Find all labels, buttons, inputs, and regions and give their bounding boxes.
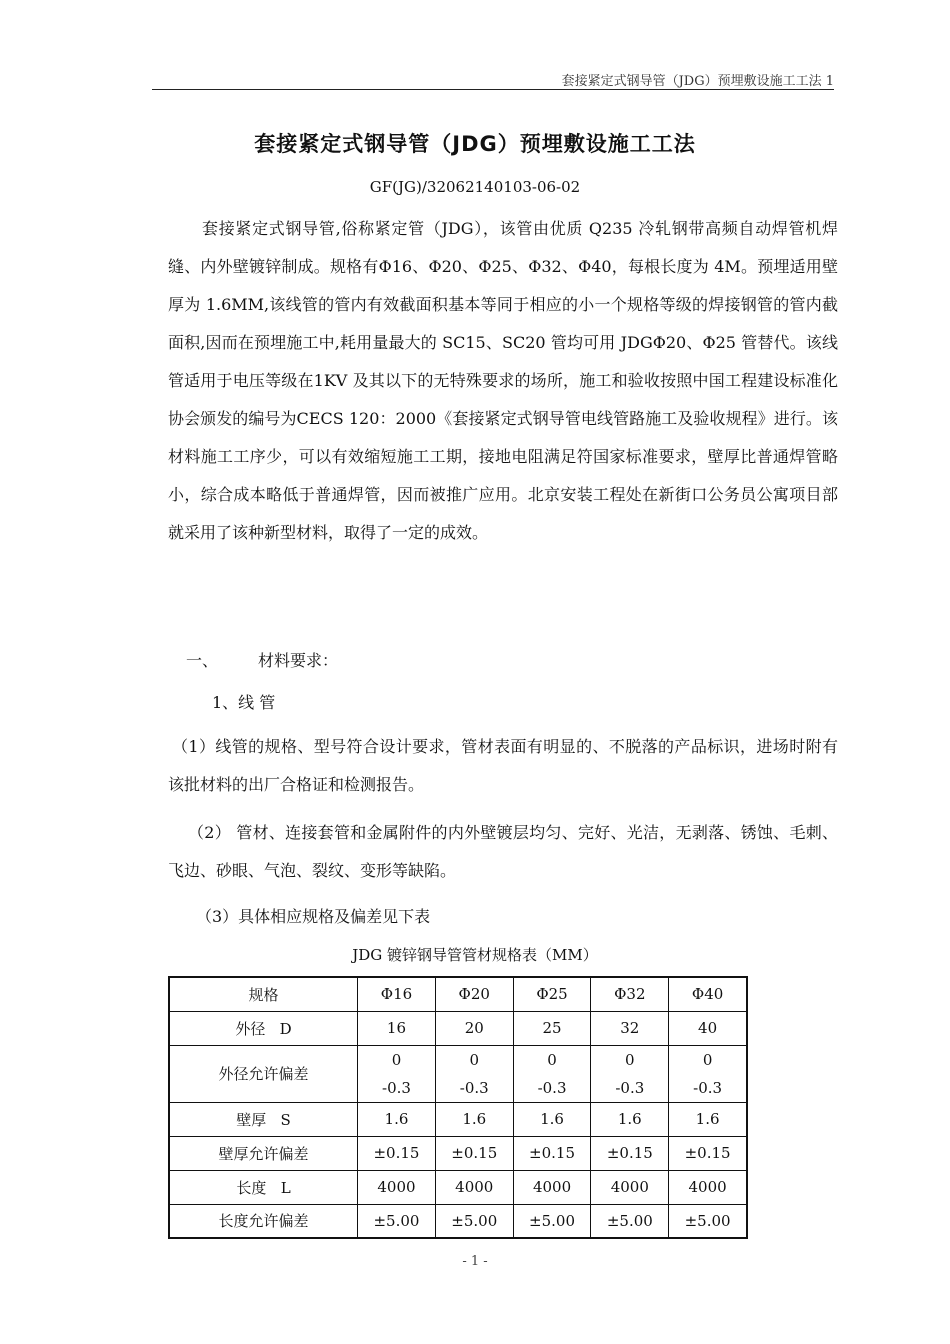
table-cell: 25	[513, 1011, 591, 1045]
subsection-title: 1、线 管	[212, 693, 276, 712]
requirement-item-3: （3）具体相应规格及偏差见下表	[196, 907, 431, 926]
standard-code: GF(JG)/32062140103-06-02	[369, 178, 581, 196]
table-header-row	[169, 977, 747, 1011]
table-row	[169, 1045, 747, 1102]
running-header-title: 套接紧定式钢导管（JDG）预埋敷设施工工法 1	[561, 74, 834, 89]
table-cell	[669, 1045, 747, 1102]
table-cell: 4000	[669, 1170, 747, 1204]
table-cell: ±5.00	[591, 1204, 669, 1238]
table-cell: 40	[669, 1011, 747, 1045]
cell-upper: 0	[702, 1050, 713, 1069]
intro-paragraph: 套接紧定式钢导管,俗称紧定管（JDG），该管由优质 Q235 冷轧钢带高频自动焊管机焊缝、内外壁镀锌制成。规格有Φ16、Φ20、Φ25、Φ32、Φ40，每根长度为 4M。预埋适用壁厚为 1.6MM,该线管的管内有效截面积基本等同于相应的小一个规格等级的焊接钢管的管内截面积,因而在预埋施工中,耗用量最大的 SC15、SC20 管均可用 JDGΦ20、Φ25 管替代。该线管适用于电压等级在1KV 及其以下的无特殊要求的场所，施工和验收按照中国工程建设标准化协会颁发的编号为CECS 120：2000《套接紧定式钢导管电线管路施工及验收规程》进行。该材料施工工序少，可以有效缩短施工工期，接地电阻满足符国家标准要求，壁厚比普通焊管略小，综合成本略低于普通焊管，因而被推广应用。北京安装工程处在新街口公务员公寓项目部就采用了该种新型材料，取得了一定的成效。	[168, 219, 838, 542]
table-cell: ±5.00	[435, 1204, 513, 1238]
table-cell: 20	[435, 1011, 513, 1045]
page-number: - 1 -	[462, 1254, 488, 1269]
table-cell: 1.6	[435, 1102, 513, 1136]
table-cell: ±5.00	[669, 1204, 747, 1238]
table-header-cell: Φ25	[513, 977, 591, 1011]
table-header-cell: Φ16	[358, 977, 436, 1011]
table-cell: 1.6	[358, 1102, 436, 1136]
table-cell: 4000	[591, 1170, 669, 1204]
cell-lower: -0.3	[615, 1078, 645, 1097]
table-row	[169, 1102, 747, 1136]
table-cell: 1.6	[669, 1102, 747, 1136]
cell-lower: -0.3	[693, 1078, 723, 1097]
table-cell: 4000	[435, 1170, 513, 1204]
table-cell: 1.6	[591, 1102, 669, 1136]
row-label: 壁厚允许偏差	[169, 1136, 358, 1170]
cell-upper: 0	[391, 1050, 402, 1069]
requirement-item-2: （2） 管材、连接套管和金属附件的内外壁镀层均匀、完好、光洁，无剥落、锈蚀、毛刺、飞边、砂眼、气泡、裂纹、变形等缺陷。	[168, 823, 838, 880]
header-divider	[152, 89, 834, 90]
row-label: 壁厚 S	[169, 1102, 358, 1136]
table-cell: 4000	[358, 1170, 436, 1204]
cell-lower: -0.3	[537, 1078, 567, 1097]
table-row	[169, 1170, 747, 1204]
table-cell: ±0.15	[358, 1136, 436, 1170]
row-label: 长度允许偏差	[169, 1204, 358, 1238]
cell-lower: -0.3	[459, 1078, 489, 1097]
table-caption: JDG 镀锌钢导管管材规格表（MM）	[352, 946, 598, 964]
row-label: 长度 L	[169, 1170, 358, 1204]
table-header-cell: 规格	[169, 977, 358, 1011]
cell-upper: 0	[547, 1050, 557, 1069]
row-label: 外径允许偏差	[169, 1045, 358, 1102]
table-cell: 1.6	[513, 1102, 591, 1136]
cell-upper: 0	[625, 1050, 635, 1069]
table-cell: ±0.15	[435, 1136, 513, 1170]
table-cell	[358, 1045, 436, 1102]
table-cell: ±0.15	[513, 1136, 591, 1170]
table-cell: 16	[358, 1011, 436, 1045]
table-cell: ±0.15	[591, 1136, 669, 1170]
table-cell: ±5.00	[513, 1204, 591, 1238]
table-cell	[591, 1045, 669, 1102]
table-row	[169, 1136, 747, 1170]
table-cell	[435, 1045, 513, 1102]
table-header-cell: Φ20	[435, 977, 513, 1011]
section-number: 一、	[186, 651, 219, 670]
table-cell: 32	[591, 1011, 669, 1045]
cell-upper: 0	[469, 1050, 480, 1069]
row-label: 外径 D	[169, 1011, 358, 1045]
spec-table	[168, 976, 748, 1239]
table-cell	[513, 1045, 591, 1102]
cell-lower: -0.3	[382, 1078, 411, 1097]
table-cell: 4000	[513, 1170, 591, 1204]
requirement-item-1: （1）线管的规格、型号符合设计要求，管材表面有明显的、不脱落的产品标识，进场时附有该批材料的出厂合格证和检测报告。	[168, 737, 838, 794]
table-cell: ±0.15	[669, 1136, 747, 1170]
table-row	[169, 1204, 747, 1238]
table-row	[169, 1011, 747, 1045]
document-title: 套接紧定式钢导管（JDG）预埋敷设施工工法	[254, 132, 696, 156]
section-title: 材料要求：	[258, 651, 339, 670]
table-header-cell: Φ32	[591, 977, 669, 1011]
table-cell: ±5.00	[358, 1204, 436, 1238]
table-header-cell: Φ40	[669, 977, 747, 1011]
